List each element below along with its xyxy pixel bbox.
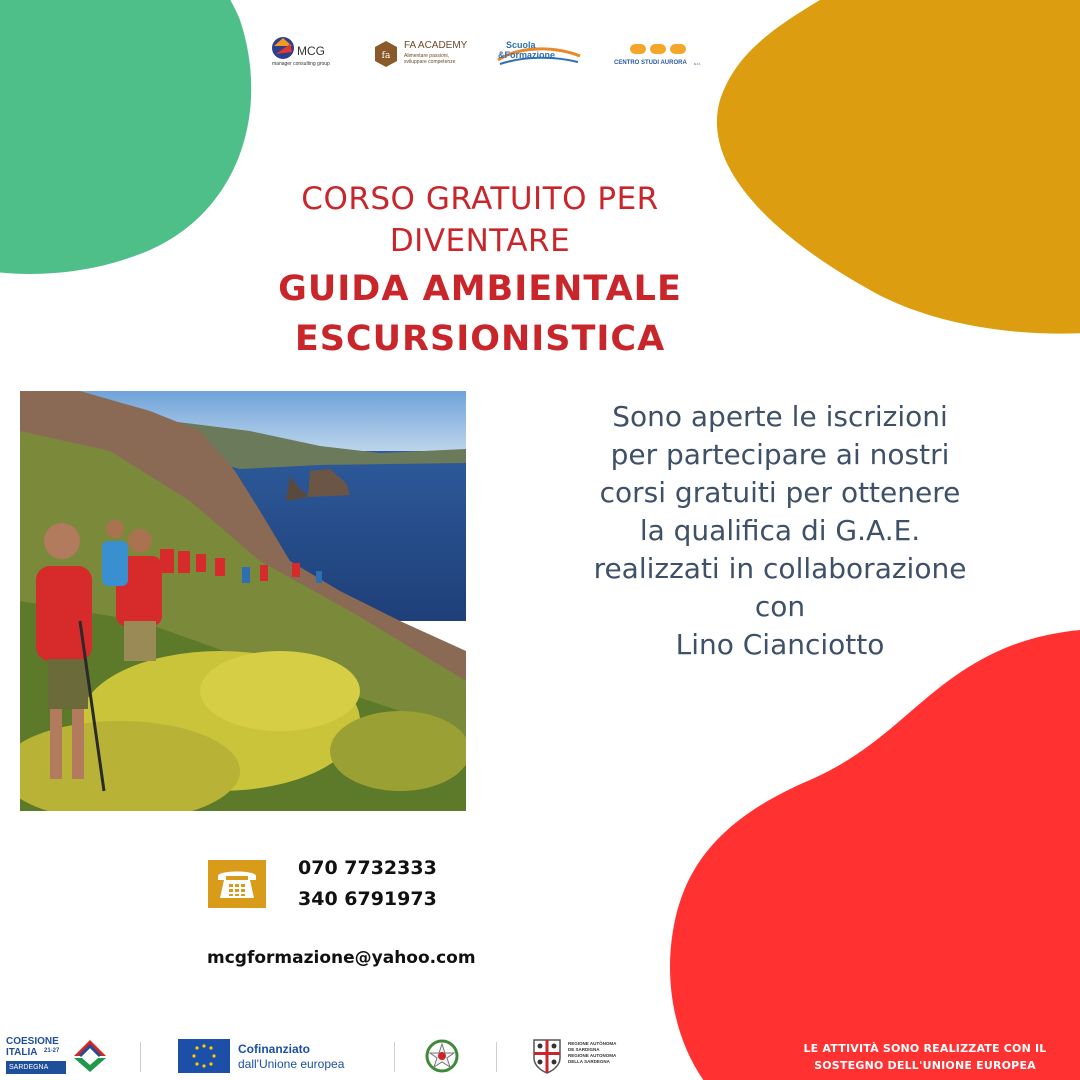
eu-support-note-line-1: LE ATTIVITÀ SONO REALIZZATE CON IL [803, 1042, 1047, 1055]
scuola-line-2: &Formazione [498, 50, 556, 60]
aurora-sun-icon [628, 40, 688, 58]
title-line-1: CORSO GRATUITO PER [301, 181, 659, 217]
regione-sardegna-logo [532, 1038, 632, 1074]
fa-tagline-1: Alimentare passioni, [404, 53, 450, 59]
regione-line-1: REGIONE AUTÒNOMA [568, 1041, 617, 1046]
course-title [230, 178, 730, 364]
red-blob-decoration [660, 630, 1080, 1080]
phone-number-2[interactable]: 340 6791973 [298, 888, 437, 910]
regione-line-4: DELLA SARDEGNA [568, 1059, 610, 1064]
fa-name: FA ACADEMY [404, 40, 468, 51]
description-line-5: realizzati in collaborazione [593, 552, 967, 585]
regione-line-3: REGIONE AUTONOMA [568, 1053, 617, 1058]
fa-tagline-2: sviluppare competenze [404, 59, 456, 65]
coesione-italia-logo [6, 1036, 110, 1076]
email-address[interactable]: mcgformazione@yahoo.com [207, 948, 476, 968]
coesione-years: 21-27 [44, 1048, 60, 1054]
coesione-line-2: ITALIA [6, 1047, 38, 1058]
star-emblem-icon [424, 1038, 460, 1074]
description-line-4: la qualifica di G.A.E. [639, 514, 921, 547]
green-blob-decoration [0, 0, 260, 280]
scuola-formazione-logo [494, 34, 584, 74]
course-description [520, 398, 1040, 664]
title-line-3: GUIDA AMBIENTALE [278, 269, 682, 309]
italian-republic-emblem [424, 1038, 460, 1074]
aurora-name: CENTRO STUDI AURORA [614, 60, 687, 66]
footer-divider [496, 1042, 497, 1072]
hikers-coast-photo [20, 391, 466, 811]
partner-logos [270, 34, 720, 84]
coesione-arrow-icon [70, 1036, 110, 1074]
description-line-3: corsi gratuiti per ottenere [599, 476, 961, 509]
eu-support-note-line-2: SOSTEGNO DELL'UNIONE EUROPEA [814, 1059, 1036, 1072]
title-line-4: ESCURSIONISTICA [294, 319, 666, 359]
title-line-2: DIVENTARE [389, 223, 571, 259]
svg-text:fa: fa [381, 51, 391, 61]
phone-number-1[interactable]: 070 7732333 [298, 857, 437, 879]
eu-support-note [772, 1040, 1078, 1074]
description-line-6: con [754, 590, 806, 623]
centro-studi-aurora-logo [614, 34, 710, 74]
eu-flag-icon [178, 1039, 230, 1073]
eu-line-1: Cofinanziato [238, 1042, 310, 1056]
gold-blob-decoration [700, 0, 1080, 340]
eu-cofinanziato-logo [178, 1039, 378, 1075]
eu-line-2: dall'Unione europea [238, 1057, 345, 1071]
description-line-1: Sono aperte le iscrizioni [612, 400, 948, 433]
regione-line-2: DE SARDIGNA [568, 1047, 600, 1052]
fa-academy-logo [374, 34, 482, 74]
telephone-icon [208, 860, 266, 908]
coesione-region: SARDEGNA [6, 1061, 66, 1074]
aurora-suffix: s.r.l. [694, 61, 702, 66]
fa-hexagon-icon [374, 40, 398, 68]
description-line-7: Lino Cianciotto [675, 628, 885, 661]
description-line-2: per partecipare ai nostri [610, 438, 950, 471]
mcg-name: MCG [297, 44, 325, 58]
footer-divider [140, 1042, 141, 1072]
phone-numbers [298, 853, 437, 915]
footer-divider [394, 1042, 395, 1072]
mcg-tagline: manager consulting group [272, 61, 330, 67]
coesione-line-1: COESIONE [6, 1036, 59, 1047]
sardinia-shield-icon [532, 1038, 562, 1074]
mcg-logo [270, 34, 340, 74]
scuola-line-1: Scuola [506, 40, 536, 50]
